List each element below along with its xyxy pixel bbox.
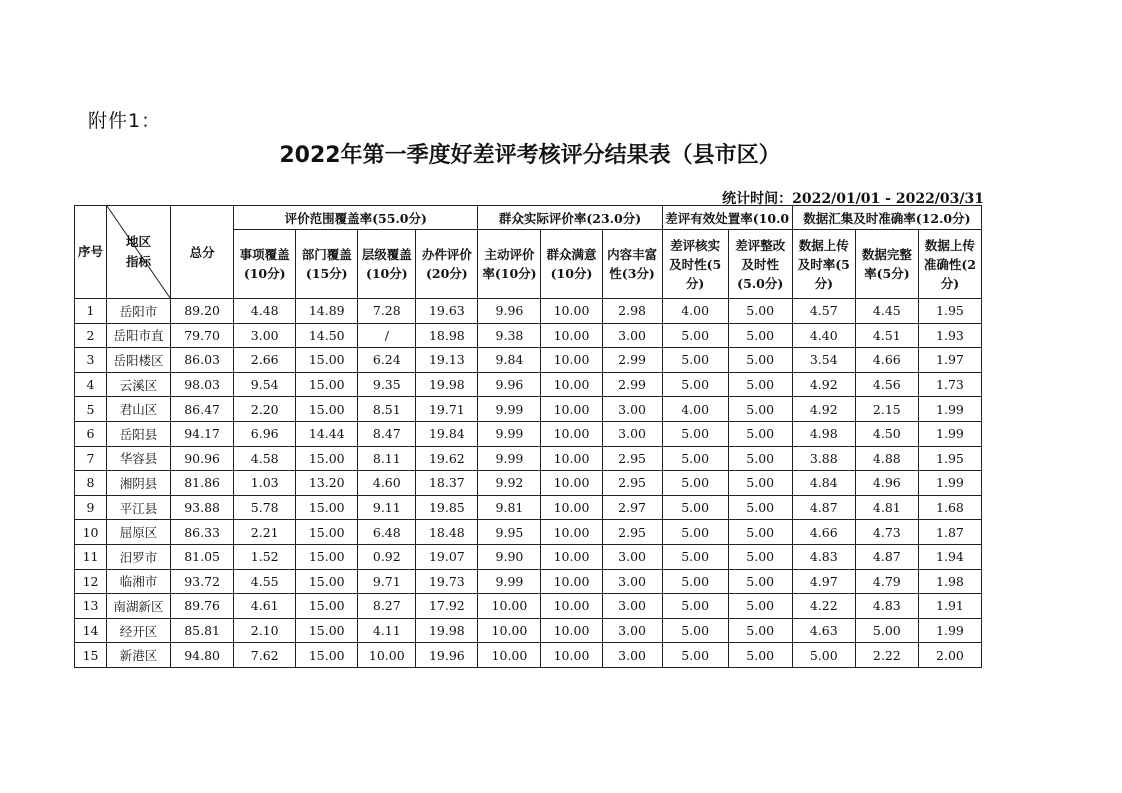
header-col-line: 办件评价 (421, 247, 472, 262)
score-cell: 10.00 (478, 594, 541, 619)
score-cell: 7.62 (234, 643, 296, 668)
score-cell: 15.00 (296, 520, 358, 545)
score-cell: 3.00 (602, 421, 662, 446)
score-cell: 9.92 (478, 471, 541, 496)
score-cell: 5.00 (662, 569, 728, 594)
score-cell: 4.22 (792, 594, 855, 619)
header-total: 总分 (171, 206, 234, 299)
score-cell: 4.50 (855, 421, 918, 446)
score-cell: 10.00 (541, 348, 602, 373)
header-col-line: (10分) (365, 266, 408, 281)
score-cell: 9.96 (478, 372, 541, 397)
header-col-line: 分) (685, 275, 705, 291)
score-cell: 19.85 (416, 495, 478, 520)
header-col (918, 230, 981, 299)
score-cell: 5.00 (662, 495, 728, 520)
table-row (75, 643, 982, 668)
score-cell: 5.00 (728, 397, 792, 422)
header-col-line: (5.0分) (737, 275, 784, 291)
score-cell: 10.00 (541, 643, 602, 668)
score-cell: 5.00 (728, 544, 792, 569)
group-disposal: 差评有效处置率(10.0 (662, 206, 792, 230)
score-cell: 5.00 (662, 471, 728, 496)
area-name: 南湖新区 (107, 594, 171, 619)
score-cell: 3.00 (602, 323, 662, 348)
score-cell: 19.73 (416, 569, 478, 594)
area-name: 经开区 (107, 618, 171, 643)
score-cell: 1.93 (918, 323, 981, 348)
header-col (296, 230, 358, 299)
score-cell: 5.00 (728, 520, 792, 545)
total-score: 85.81 (171, 618, 234, 643)
score-cell: 9.99 (478, 446, 541, 471)
table-row (75, 397, 982, 422)
area-name: 华容县 (107, 446, 171, 471)
score-cell: 15.00 (296, 643, 358, 668)
total-score: 81.05 (171, 544, 234, 569)
score-cell: 4.97 (792, 569, 855, 594)
score-cell: 5.00 (662, 446, 728, 471)
score-cell: 1.95 (918, 446, 981, 471)
header-col-line: 率(10分) (482, 266, 537, 281)
score-cell: 2.95 (602, 446, 662, 471)
header-col-line: 分) (814, 275, 833, 291)
score-cell: 2.10 (234, 618, 296, 643)
score-cell: 1.94 (918, 544, 981, 569)
score-cell: 14.89 (296, 299, 358, 324)
table-row (75, 495, 982, 520)
header-col-line: 事项覆盖 (239, 247, 290, 262)
score-cell: 18.98 (416, 323, 478, 348)
total-score: 86.33 (171, 520, 234, 545)
row-number: 10 (75, 520, 107, 545)
row-number: 1 (75, 299, 107, 324)
row-number: 3 (75, 348, 107, 373)
score-cell: 5.00 (728, 594, 792, 619)
score-cell: 5.00 (662, 372, 728, 397)
row-number: 11 (75, 544, 107, 569)
score-cell: 15.00 (296, 544, 358, 569)
score-cell: / (358, 323, 416, 348)
score-cell: 4.63 (792, 618, 855, 643)
score-cell: 8.11 (358, 446, 416, 471)
score-cell: 6.24 (358, 348, 416, 373)
table-row (75, 618, 982, 643)
score-cell: 19.62 (416, 446, 478, 471)
score-cell: 10.00 (541, 372, 602, 397)
score-cell: 10.00 (541, 520, 602, 545)
score-cell: 14.50 (296, 323, 358, 348)
score-cell: 10.00 (541, 421, 602, 446)
header-col-line: 数据完整 (861, 247, 912, 262)
score-cell: 1.99 (918, 397, 981, 422)
score-cell: 10.00 (541, 471, 602, 496)
row-number: 6 (75, 421, 107, 446)
header-col (662, 230, 728, 299)
score-cell: 10.00 (541, 495, 602, 520)
score-cell: 4.00 (662, 397, 728, 422)
header-col-line: 数据上传 (924, 237, 975, 253)
score-cell: 4.61 (234, 594, 296, 619)
area-name: 君山区 (107, 397, 171, 422)
header-col (792, 230, 855, 299)
stat-time: 统计时间：2022/01/01 - 2022/03/31 (722, 191, 984, 207)
row-number: 2 (75, 323, 107, 348)
header-col (602, 230, 662, 299)
score-cell: 15.00 (296, 618, 358, 643)
table-row (75, 348, 982, 373)
score-table (74, 205, 982, 668)
total-score: 86.03 (171, 348, 234, 373)
score-cell: 2.95 (602, 520, 662, 545)
total-score: 94.17 (171, 421, 234, 446)
score-cell: 10.00 (541, 397, 602, 422)
row-number: 15 (75, 643, 107, 668)
score-cell: 4.66 (855, 348, 918, 373)
score-cell: 4.83 (855, 594, 918, 619)
score-cell: 14.44 (296, 421, 358, 446)
table-row (75, 471, 982, 496)
score-cell: 4.00 (662, 299, 728, 324)
header-col-line: 及时性(5 (669, 256, 722, 272)
score-cell: 15.00 (296, 446, 358, 471)
score-cell: 1.99 (918, 421, 981, 446)
score-cell: 2.99 (602, 372, 662, 397)
total-score: 90.96 (171, 446, 234, 471)
score-cell: 5.00 (728, 569, 792, 594)
group-evaluation: 群众实际评价率(23.0分) (478, 206, 662, 230)
header-col-line: (15分) (305, 266, 348, 281)
header-col-line: 分) (940, 275, 960, 291)
group-coverage: 评价范围覆盖率(55.0分) (234, 206, 478, 230)
score-cell: 4.81 (855, 495, 918, 520)
score-cell: 3.00 (602, 643, 662, 668)
header-col (728, 230, 792, 299)
score-cell: 5.00 (728, 446, 792, 471)
score-cell: 10.00 (541, 618, 602, 643)
score-cell: 1.68 (918, 495, 981, 520)
area-name: 屈原区 (107, 520, 171, 545)
header-col-line: 部门覆盖 (301, 247, 352, 262)
score-cell: 3.00 (234, 323, 296, 348)
score-cell: 9.38 (478, 323, 541, 348)
score-cell: 9.35 (358, 372, 416, 397)
score-cell: 4.45 (855, 299, 918, 324)
score-cell: 9.95 (478, 520, 541, 545)
area-name: 临湘市 (107, 569, 171, 594)
total-score: 93.72 (171, 569, 234, 594)
total-score: 98.03 (171, 372, 234, 397)
score-cell: 19.63 (416, 299, 478, 324)
table-row (75, 544, 982, 569)
group-data: 数据汇集及时准确率(12.0分) (792, 206, 981, 230)
total-score: 93.88 (171, 495, 234, 520)
area-name: 岳阳市 (107, 299, 171, 324)
header-col-line: (10分) (550, 266, 593, 281)
header-col-line: 主动评价 (484, 247, 535, 262)
score-cell: 19.71 (416, 397, 478, 422)
score-cell: 5.00 (662, 544, 728, 569)
header-col-line: (10分) (243, 266, 286, 281)
total-score: 81.86 (171, 471, 234, 496)
score-cell: 5.00 (728, 348, 792, 373)
score-cell: 5.00 (728, 323, 792, 348)
total-score: 89.76 (171, 594, 234, 619)
score-cell: 19.13 (416, 348, 478, 373)
score-cell: 9.99 (478, 397, 541, 422)
row-number: 5 (75, 397, 107, 422)
header-col (855, 230, 918, 299)
score-cell: 4.98 (792, 421, 855, 446)
row-number: 13 (75, 594, 107, 619)
score-cell: 4.60 (358, 471, 416, 496)
score-cell: 2.97 (602, 495, 662, 520)
score-cell: 9.84 (478, 348, 541, 373)
score-cell: 1.97 (918, 348, 981, 373)
score-cell: 3.54 (792, 348, 855, 373)
total-score: 94.80 (171, 643, 234, 668)
score-cell: 9.54 (234, 372, 296, 397)
score-cell: 5.00 (662, 348, 728, 373)
header-col (541, 230, 602, 299)
score-cell: 4.88 (855, 446, 918, 471)
score-cell: 1.91 (918, 594, 981, 619)
score-cell: 7.28 (358, 299, 416, 324)
score-cell: 4.96 (855, 471, 918, 496)
area-name: 新港区 (107, 643, 171, 668)
score-cell: 4.66 (792, 520, 855, 545)
header-col-line: 准确性(2 (923, 256, 976, 272)
score-cell: 10.00 (541, 544, 602, 569)
header-col-line: (20分) (426, 266, 468, 281)
score-cell: 5.00 (792, 643, 855, 668)
score-cell: 2.95 (602, 471, 662, 496)
score-cell: 18.37 (416, 471, 478, 496)
score-cell: 19.98 (416, 618, 478, 643)
score-cell: 5.00 (728, 643, 792, 668)
score-cell: 5.00 (728, 372, 792, 397)
score-cell: 4.55 (234, 569, 296, 594)
score-cell: 15.00 (296, 397, 358, 422)
score-cell: 4.48 (234, 299, 296, 324)
row-number: 14 (75, 618, 107, 643)
row-number: 9 (75, 495, 107, 520)
header-area-indicator (107, 206, 171, 299)
score-cell: 19.07 (416, 544, 478, 569)
score-cell: 18.48 (416, 520, 478, 545)
header-col (478, 230, 541, 299)
header-seq: 序号 (75, 206, 107, 299)
header-col (416, 230, 478, 299)
score-cell: 10.00 (541, 446, 602, 471)
page-title: 2022年第一季度好差评考核评分结果表（县市区） (279, 143, 781, 168)
area-name: 岳阳楼区 (107, 348, 171, 373)
score-cell: 8.51 (358, 397, 416, 422)
total-score: 89.20 (171, 299, 234, 324)
score-cell: 9.11 (358, 495, 416, 520)
score-cell: 15.00 (296, 569, 358, 594)
score-cell: 4.79 (855, 569, 918, 594)
score-cell: 10.00 (478, 618, 541, 643)
header-col-line: 群众满意 (546, 247, 597, 262)
score-cell: 2.66 (234, 348, 296, 373)
score-cell: 4.11 (358, 618, 416, 643)
score-cell: 9.81 (478, 495, 541, 520)
area-name: 湘阴县 (107, 471, 171, 496)
score-cell: 0.92 (358, 544, 416, 569)
score-cell: 3.00 (602, 544, 662, 569)
score-cell: 5.00 (662, 520, 728, 545)
score-cell: 15.00 (296, 348, 358, 373)
area-name: 平江县 (107, 495, 171, 520)
header-col-line: 率(5分) (864, 266, 910, 281)
score-cell: 1.87 (918, 520, 981, 545)
score-cell: 1.03 (234, 471, 296, 496)
score-cell: 2.98 (602, 299, 662, 324)
score-cell: 4.56 (855, 372, 918, 397)
score-cell: 19.96 (416, 643, 478, 668)
table-row (75, 569, 982, 594)
score-cell: 5.00 (662, 643, 728, 668)
score-cell: 10.00 (541, 299, 602, 324)
score-cell: 4.73 (855, 520, 918, 545)
score-cell: 5.00 (662, 618, 728, 643)
score-cell: 5.78 (234, 495, 296, 520)
score-cell: 15.00 (296, 372, 358, 397)
score-cell: 3.00 (602, 569, 662, 594)
table-row (75, 446, 982, 471)
header-col-line: 差评整改 (735, 237, 786, 253)
score-cell: 3.00 (602, 594, 662, 619)
score-cell: 4.83 (792, 544, 855, 569)
score-cell: 15.00 (296, 594, 358, 619)
total-score: 86.47 (171, 397, 234, 422)
row-number: 8 (75, 471, 107, 496)
table-row (75, 323, 982, 348)
score-cell: 2.15 (855, 397, 918, 422)
score-cell: 9.71 (358, 569, 416, 594)
score-cell: 3.00 (602, 397, 662, 422)
header-col-line: 及时率(5 (797, 256, 850, 272)
score-cell: 4.92 (792, 397, 855, 422)
score-cell: 3.00 (602, 618, 662, 643)
score-cell: 4.40 (792, 323, 855, 348)
attachment-label: 附件1： (88, 110, 162, 132)
score-cell: 9.99 (478, 569, 541, 594)
table-row (75, 372, 982, 397)
score-cell: 10.00 (541, 323, 602, 348)
score-cell: 5.00 (662, 421, 728, 446)
header-col-line: 差评核实 (670, 237, 721, 253)
score-cell: 19.98 (416, 372, 478, 397)
area-name: 岳阳县 (107, 421, 171, 446)
score-cell: 17.92 (416, 594, 478, 619)
table-row (75, 594, 982, 619)
row-number: 4 (75, 372, 107, 397)
area-name: 岳阳市直 (107, 323, 171, 348)
score-cell: 4.92 (792, 372, 855, 397)
area-name: 汨罗市 (107, 544, 171, 569)
area-name: 云溪区 (107, 372, 171, 397)
table-row (75, 520, 982, 545)
score-cell: 2.21 (234, 520, 296, 545)
score-cell: 1.52 (234, 544, 296, 569)
score-cell: 5.00 (662, 323, 728, 348)
score-cell: 10.00 (541, 594, 602, 619)
score-cell: 9.96 (478, 299, 541, 324)
score-cell: 1.99 (918, 471, 981, 496)
header-col (358, 230, 416, 299)
score-cell: 10.00 (541, 569, 602, 594)
score-cell: 5.00 (728, 299, 792, 324)
score-cell: 4.87 (855, 544, 918, 569)
header-col-line: 及时性 (741, 256, 779, 272)
score-cell: 13.20 (296, 471, 358, 496)
score-cell: 1.73 (918, 372, 981, 397)
score-cell: 2.20 (234, 397, 296, 422)
score-cell: 8.47 (358, 421, 416, 446)
score-cell: 2.99 (602, 348, 662, 373)
score-cell: 5.00 (728, 421, 792, 446)
header-indicator: 指标 (126, 254, 152, 269)
score-cell: 10.00 (358, 643, 416, 668)
total-score: 79.70 (171, 323, 234, 348)
header-col (234, 230, 296, 299)
score-cell: 8.27 (358, 594, 416, 619)
table-row (75, 299, 982, 324)
header-col-line: 性(3分) (609, 266, 655, 281)
score-cell: 1.95 (918, 299, 981, 324)
score-cell: 15.00 (296, 495, 358, 520)
score-cell: 4.57 (792, 299, 855, 324)
score-cell: 6.96 (234, 421, 296, 446)
score-cell: 9.90 (478, 544, 541, 569)
score-cell: 3.88 (792, 446, 855, 471)
score-cell: 2.00 (918, 643, 981, 668)
header-col-line: 内容丰富 (607, 247, 658, 262)
score-cell: 4.51 (855, 323, 918, 348)
score-cell: 5.00 (728, 471, 792, 496)
score-cell: 4.87 (792, 495, 855, 520)
score-cell: 9.99 (478, 421, 541, 446)
score-cell: 2.22 (855, 643, 918, 668)
table-row (75, 421, 982, 446)
score-cell: 4.58 (234, 446, 296, 471)
score-cell: 5.00 (662, 594, 728, 619)
score-cell: 6.48 (358, 520, 416, 545)
score-cell: 1.99 (918, 618, 981, 643)
header-col-line: 层级覆盖 (361, 247, 412, 262)
score-cell: 1.98 (918, 569, 981, 594)
score-cell: 5.00 (855, 618, 918, 643)
header-area: 地区 (126, 234, 152, 249)
score-cell: 4.84 (792, 471, 855, 496)
score-cell: 10.00 (478, 643, 541, 668)
score-cell: 5.00 (728, 495, 792, 520)
score-cell: 19.84 (416, 421, 478, 446)
row-number: 12 (75, 569, 107, 594)
header-col-line: 数据上传 (798, 237, 849, 253)
score-cell: 5.00 (728, 618, 792, 643)
row-number: 7 (75, 446, 107, 471)
